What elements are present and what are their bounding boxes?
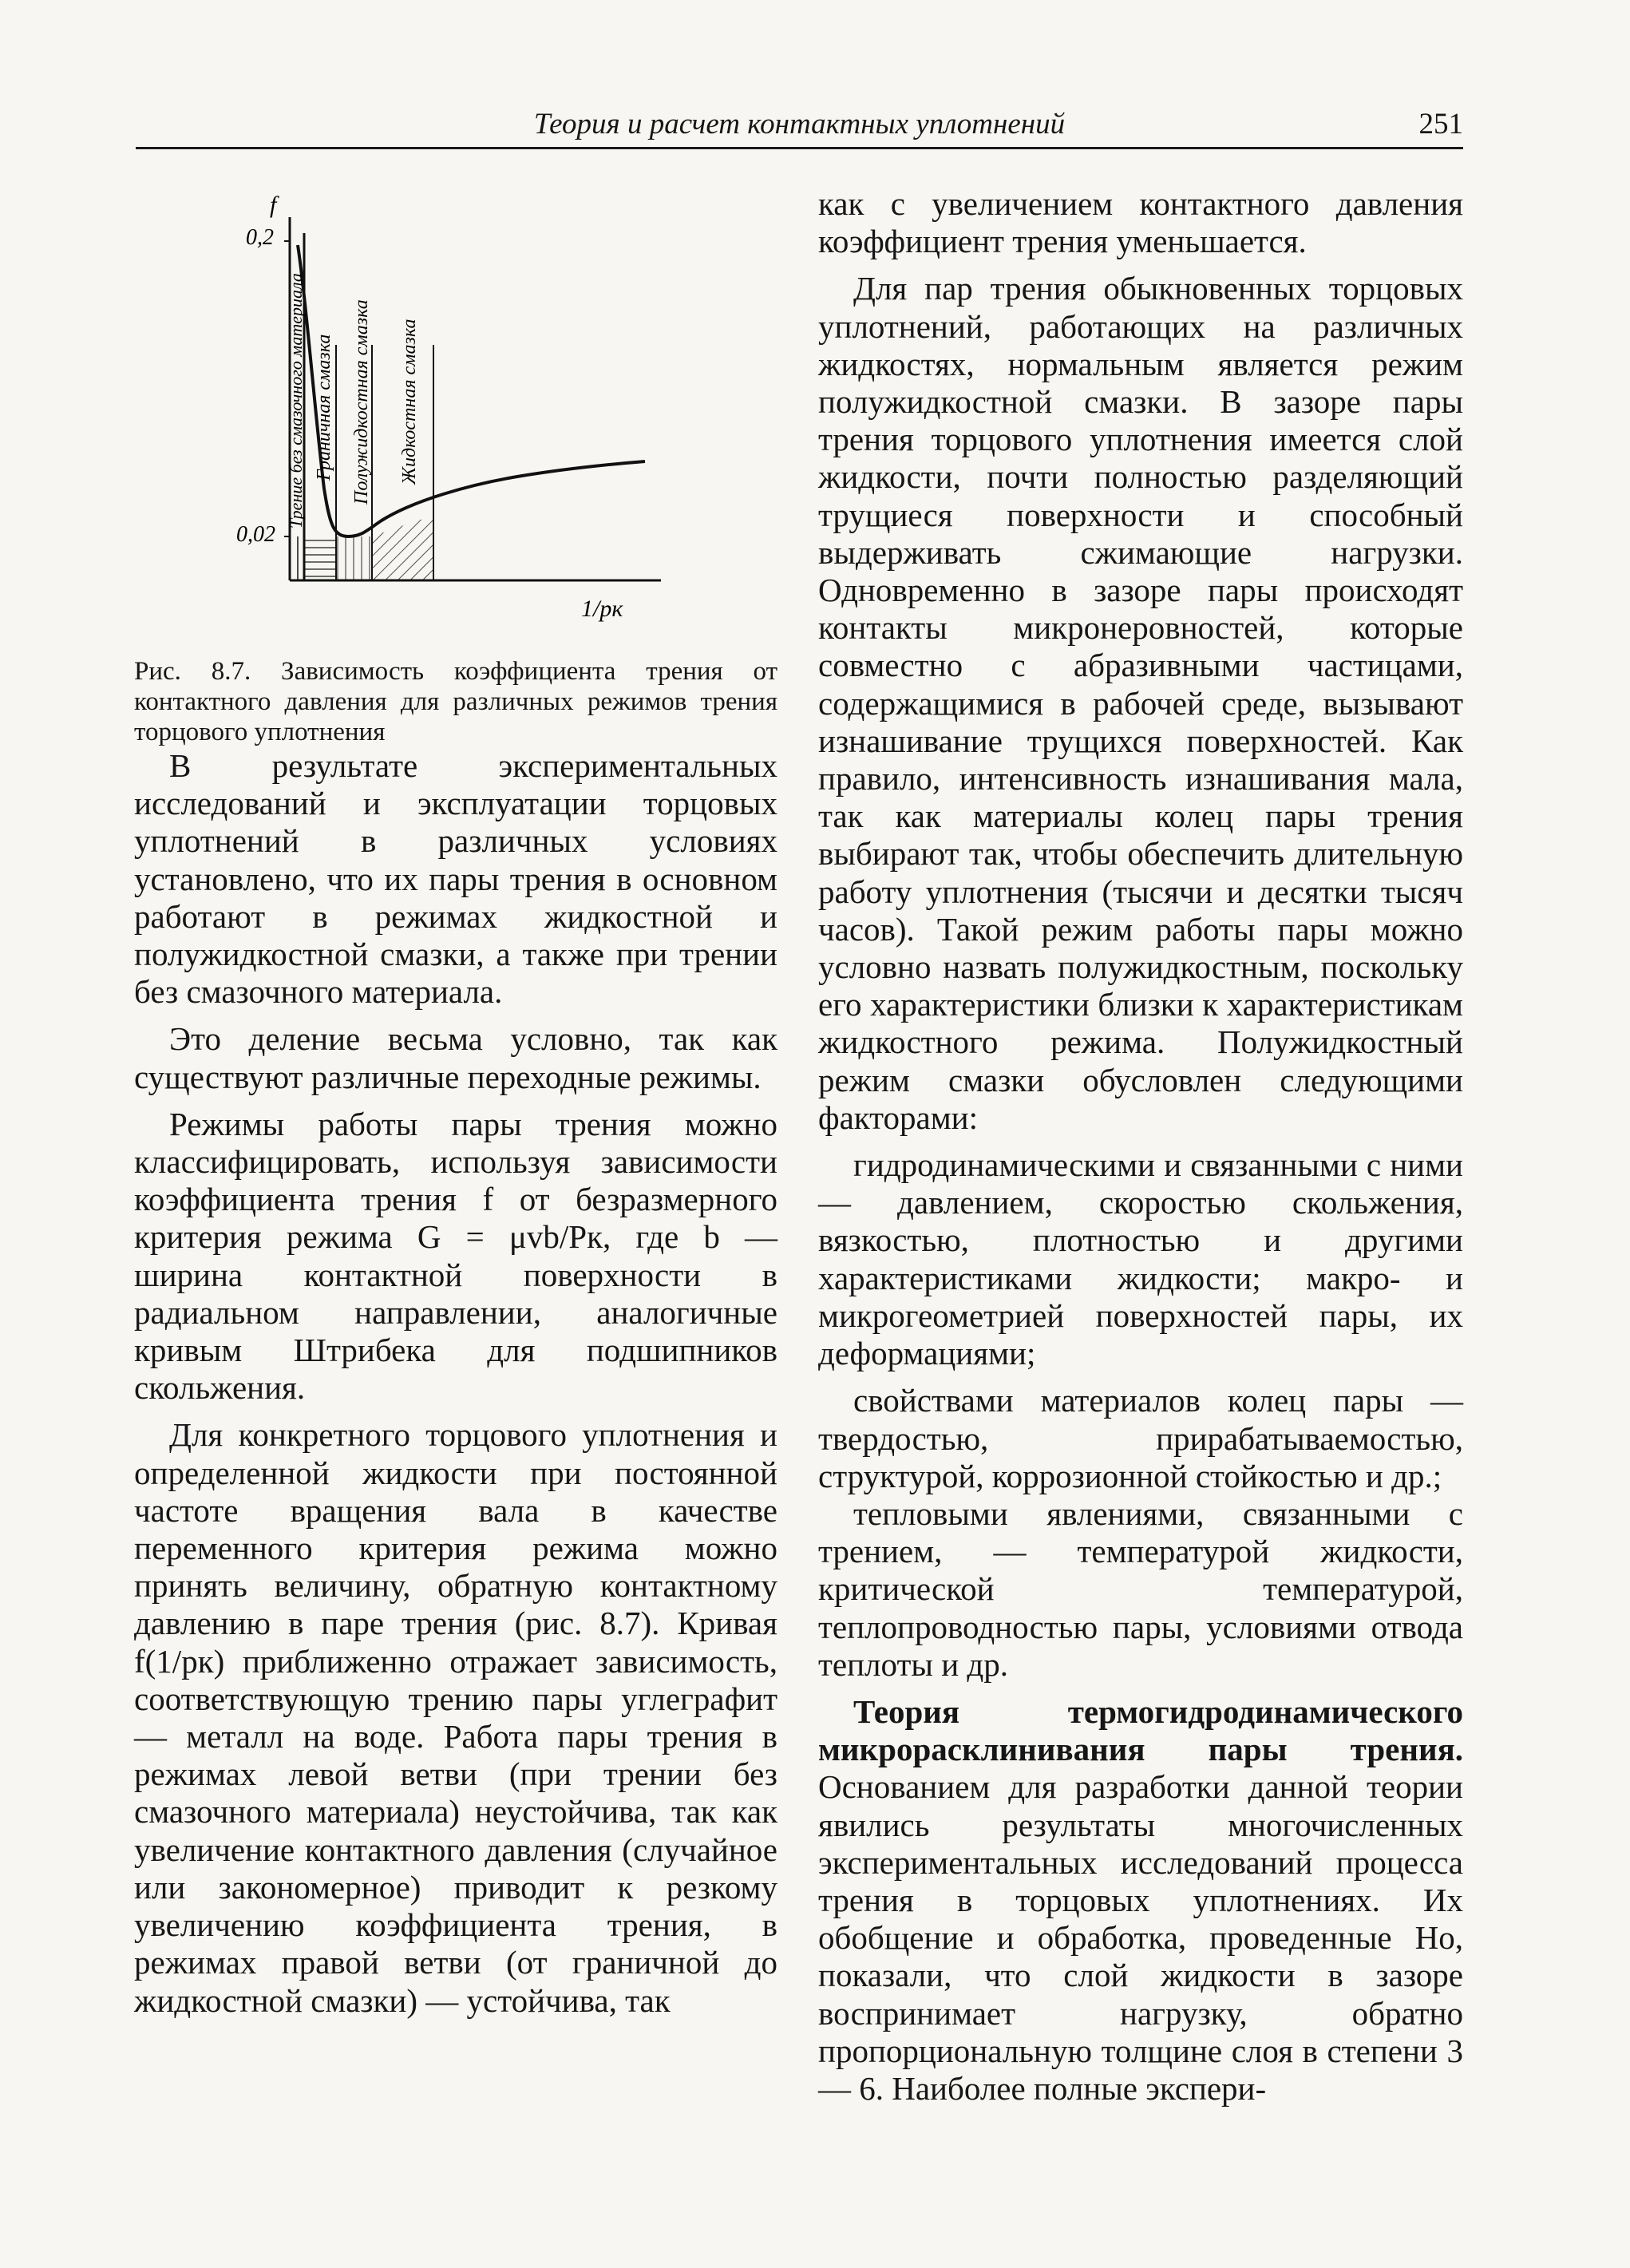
right-paragraph-3-text: Основанием для разработки данной теории явились результаты многочисленных экспериментальных исследований процесса трения в торцовых уплотнениях. Их обобщение и обработка, проведенные Но, показали, что слой жидкости в зазоре воспринимает нагрузку, обратно пропорциональную толщине слоя в степени 3 — 6. Наиболее полные экспери- [818, 1768, 1463, 2107]
left-paragraph-4: Для конкретного торцового уплотнения и определенной жидкости при постоянной частоте вращения вала в качестве переменного критерия режима можно принять величину, обратную контактному давлению в паре трения (рис. 8.7). Кривая f(1/pк) приближенно отражает зависимость, соответствующую трению пары углеграфит — металл на воде. Работа пары трения в режимах левой ветви (при трении без смазочного материала) неустойчива, так как увеличение контактного давления (случайное или закономерное) приводит к резкому увеличению коэффициента трения, в режимах правой ветви (от граничной до жидкостной смазки) — устойчива, так [134, 1416, 777, 2019]
caption-text: Зависимость коэффициента трения от контактного давления для различных режимов трения торцового уплотнения [134, 657, 777, 746]
right-paragraph-2: Для пар трения обыкновенных торцовых уплотнений, работающих на различных жидкостях, нормальным является режим полужидкостной смазки. В зазоре пары трения торцового уплотнения имеется слой жидкости, почти полностью разделяющий трущиеся поверхности и способный выдерживать сжимающие нагрузки. Одновременно в зазоре пары происходят контакты микронеровностей, которые совместно с абразивными частицами, содержащимися в рабочей среде, вызывают изнашивание трущихся поверхностей. Как правило, интенсивность изнашивания мала, так как материалы колец пары трения выбирают так, чтобы обеспечить длительную работу уплотнения (тысячи и десятки тысяч часов). Такой режим работы пары можно условно назвать полужидкостным, поскольку его характеристики близки к характеристикам жидкостного режима. Полужидкостный режим смазки обусловлен следующими факторами: [818, 270, 1463, 1136]
factor-item-3: тепловыми явлениями, связанными с трением, — температурой жидкости, критической температурой, теплопроводностью пары, условиями отвода теплоты и др. [818, 1494, 1463, 1683]
header-rule [136, 147, 1463, 149]
y-tick-label-top: 0,2 [246, 225, 274, 250]
factor-item-1: гидродинамическими и связанными с ними — давлением, скоростью скольжения, вязкостью, плотностью и другими характеристиками жидкости; макро- и микрогеометрией поверхностей пары, их деформациями; [818, 1146, 1463, 1372]
region-label-semifluid: Полужидкостная смазка [351, 299, 372, 505]
friction-curve [298, 245, 645, 536]
left-column [134, 185, 777, 2020]
friction-regime-diagram [134, 185, 777, 656]
factor-item-2: свойствами материалов колец пары — твердостью, прирабатываемостью, структурой, коррозионной стойкостью и др.; [818, 1382, 1463, 1494]
right-column [818, 185, 1463, 2108]
region-dry-hatch [290, 536, 304, 580]
region-label-dry: Трение без смазочного материала [286, 273, 306, 528]
left-paragraph-2: Это деление весьма условно, так как существуют различные переходные режимы. [134, 1020, 777, 1095]
x-axis-label: 1/pк [581, 596, 623, 622]
left-paragraph-3: Режимы работы пары трения можно классифицировать, используя зависимости коэффициента трения f от безразмерного критерия режима G = μvb/Pк, где b — ширина контактной поверхности в радиальном направлении, аналогичные кривым Штрибека для подшипников скольжения. [134, 1105, 777, 1407]
region-boundary-hatch-2 [336, 536, 372, 580]
page-number: 251 [1418, 108, 1463, 141]
y-axis-label: f [270, 192, 277, 218]
region-label-boundary: Граничная смазка [314, 334, 334, 481]
region-label-fluid: Жидкостная смазка [399, 319, 420, 485]
section-heading-inline: Теория термогидродинамического микрорасклинивания пары трения. [818, 1692, 1463, 1768]
figure-caption [134, 656, 777, 747]
right-paragraph-1: как с увеличением контактного давления коэффициент трения уменьшается. [818, 185, 1463, 260]
right-paragraph-3 [818, 1693, 1463, 2108]
caption-label: Рис. 8.7. [134, 657, 251, 686]
region-boundary-hatch [304, 536, 336, 580]
region-semifluid-hatch [372, 517, 433, 580]
page-header [136, 104, 1463, 145]
figure-8-7 [134, 185, 777, 656]
running-title: Теория и расчет контактных уплотнений [533, 108, 1066, 141]
left-paragraph-1: В результате экспериментальных исследований и эксплуатации торцовых уплотнений в различных условиях установлено, что их пары трения в основном работают в режимах жидкостной и полужидкостной смазки, а также при трении без смазочного материала. [134, 747, 777, 1011]
y-tick-label-bottom: 0,02 [236, 522, 275, 547]
